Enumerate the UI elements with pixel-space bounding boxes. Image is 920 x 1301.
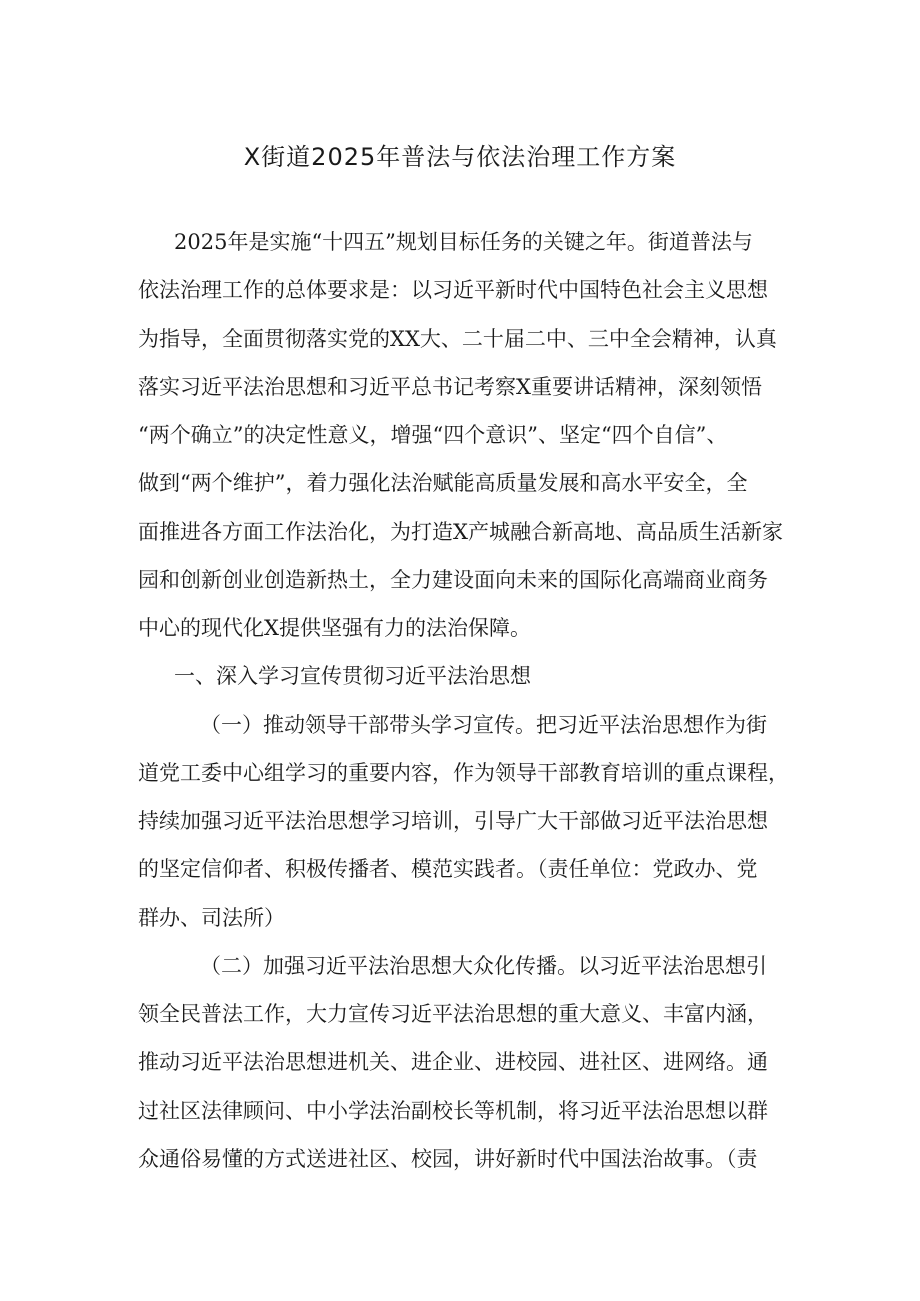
text-line: （二）加强习近平法治思想大众化传播。以习近平法治思想引 [200, 953, 767, 978]
text-line: 持续加强习近平法治思想学习培训，引导广大干部做习近平法治思想 [138, 809, 768, 833]
text-line: 过社区法律顾问、中小学法治副校长等机制，将习近平法治思想以群 [138, 1098, 768, 1123]
text-line: 推动习近平法治思想进机关、进企业、进校园、进社区、进网络。通 [138, 1050, 768, 1075]
text-line: 为指导，全面贯彻落实党的XX大、二十届二中、三中全会精神，认真 [138, 326, 777, 351]
text-line: 领全民普法工作，大力宣传习近平法治思想的重大意义、丰富内涵， [138, 1002, 768, 1026]
text-line: 2025年是实施“十四五”规划目标任务的关键之年。街道普法与 [174, 230, 753, 254]
text-line: 面推进各方面工作法治化，为打造X产城融合新高地、高品质生活新家 [138, 519, 783, 544]
text-line: （一）推动领导干部带头学习宣传。把习近平法治思想作为街 [200, 712, 767, 737]
document-body [138, 218, 798, 1183]
text-line: “两个确立”的决定性意义，增强“四个意识”、坚定“四个自信”、 [138, 423, 728, 447]
text-line: 做到“两个维护”，着力强化法治赋能高质量发展和高水平安全，全 [138, 471, 748, 496]
text-line: 一、深入学习宣传贯彻习近平法治思想 [174, 664, 531, 689]
text-line: 中心的现代化X提供坚强有力的法治保障。 [138, 616, 531, 640]
text-line: 众通俗易懂的方式送进社区、校园，讲好新时代中国法治故事。（责 [138, 1146, 758, 1171]
text-line: 群办、司法所） [138, 905, 285, 930]
document-title: X街道2025年普法与依法治理工作方案 [243, 143, 677, 171]
text-line: 道党工委中心组学习的重要内容，作为领导干部教育培训的重点课程， [138, 760, 789, 785]
text-line: 落实习近平法治思想和习近平总书记考察X重要讲话精神，深刻领悟 [138, 374, 762, 399]
text-line: 的坚定信仰者、积极传播者、模范实践者。（责任单位：党政办、党 [138, 857, 758, 882]
text-line: 依法治理工作的总体要求是：以习近平新时代中国特色社会主义思想 [138, 278, 768, 303]
text-line: 园和创新创业创造新热土，全力建设面向未来的国际化高端商业商务 [138, 567, 768, 592]
